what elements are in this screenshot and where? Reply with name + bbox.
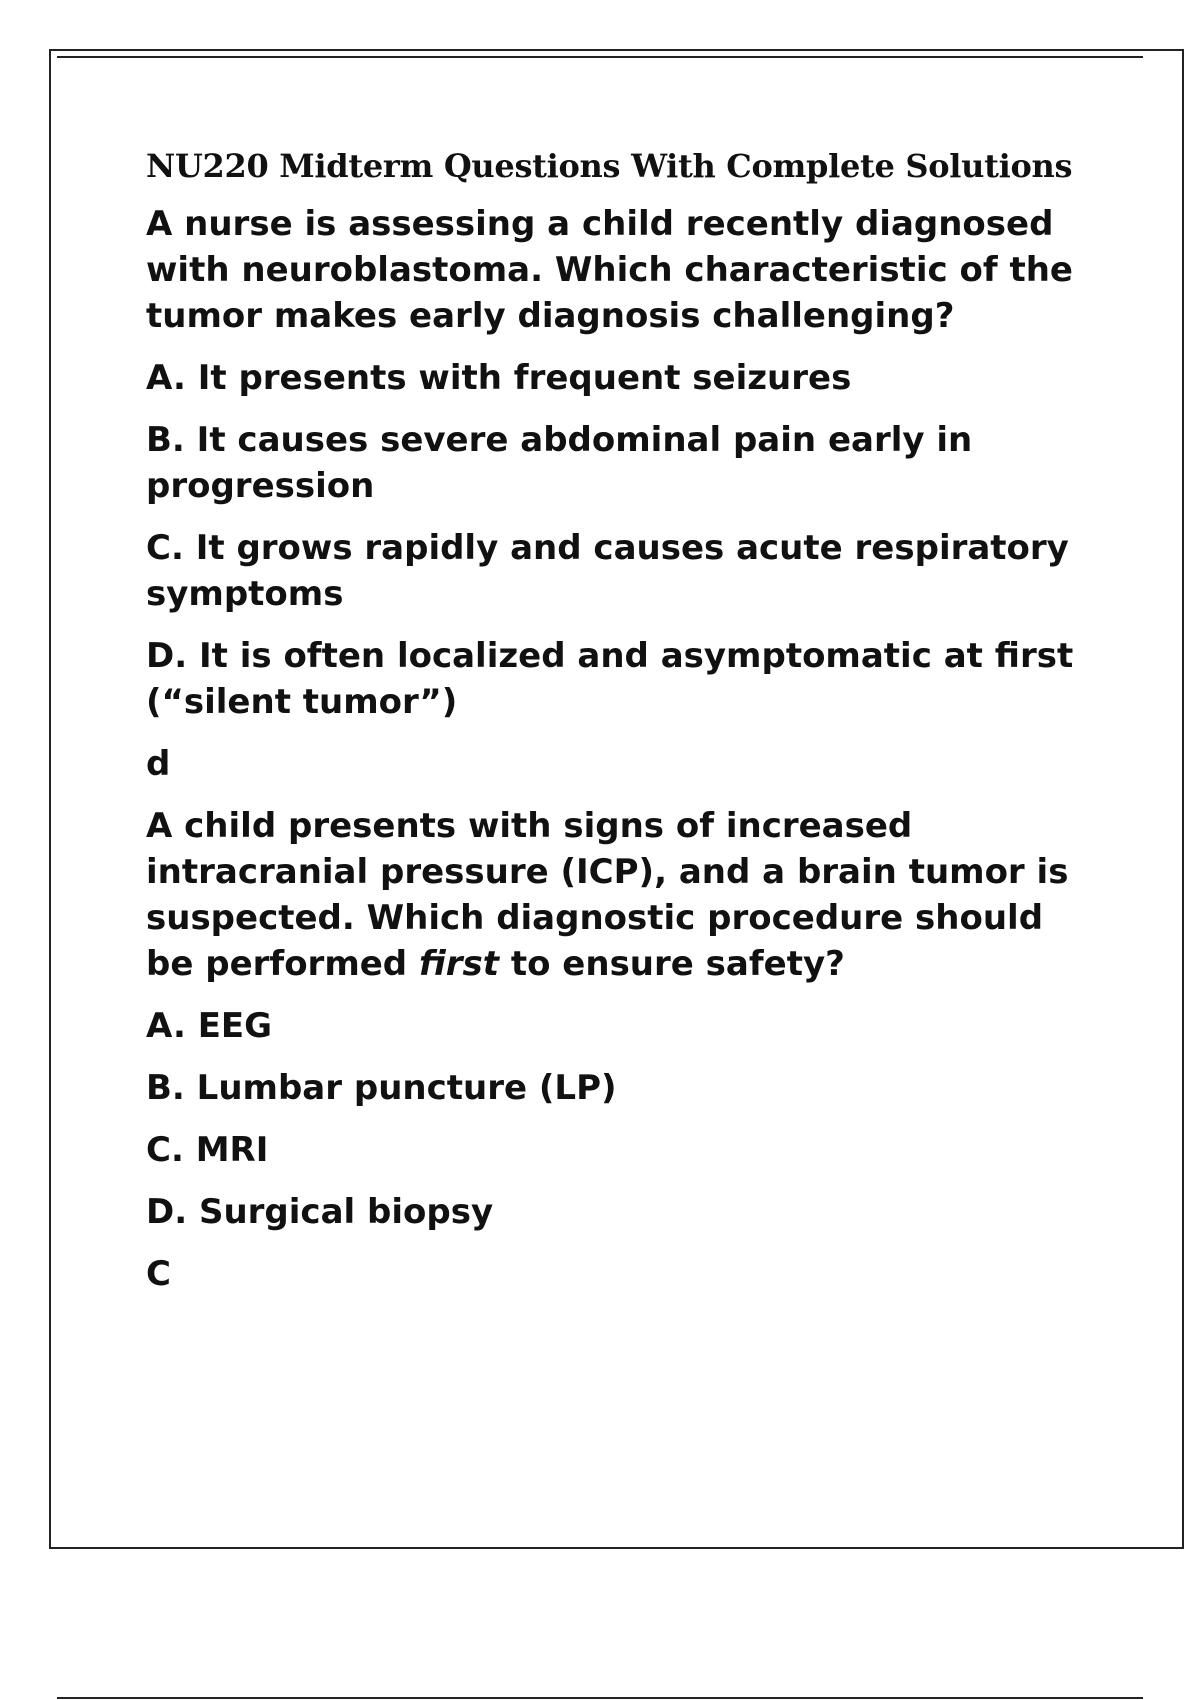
- bottom-rule: [57, 1697, 1143, 1699]
- question-1-answer: d: [146, 744, 171, 784]
- question-1-option-c: C. It grows rapidly and causes acute respiratory symptoms: [146, 528, 1069, 614]
- question-1-option-a: A. It presents with frequent seizures: [146, 358, 852, 398]
- question-1-option-d: D. It is often localized and asymptomatic at first (“silent tumor”): [146, 636, 1074, 722]
- question-2-option-a: A. EEG: [146, 1006, 273, 1046]
- question-2-answer: C: [146, 1254, 171, 1294]
- question-1-option-b: B. It causes severe abdominal pain early in progression: [146, 420, 973, 506]
- document-title: NU220 Midterm Questions With Complete Solutions: [146, 147, 1073, 185]
- document-content: [146, 145, 1101, 1313]
- question-2-stem-emphasis: first: [418, 944, 500, 984]
- question-1-stem: A nurse is assessing a child recently diagnosed with neuroblastoma. Which characteristic of the tumor makes early diagnosis challenging?: [146, 204, 1073, 336]
- top-rule: [57, 56, 1143, 58]
- question-2-stem-before: A child presents with signs of increased intracranial pressure (ICP), and a brain tumor is suspected. Which diagnostic procedure should be performed: [146, 806, 1069, 984]
- question-2-option-c: C. MRI: [146, 1130, 269, 1170]
- question-2-option-d: D. Surgical biopsy: [146, 1192, 494, 1232]
- question-2-option-b: B. Lumbar puncture (LP): [146, 1068, 617, 1108]
- question-2: [146, 803, 1101, 1297]
- question-2-stem: [146, 803, 1101, 987]
- question-1: [146, 201, 1101, 787]
- question-2-stem-after: to ensure safety?: [499, 944, 845, 984]
